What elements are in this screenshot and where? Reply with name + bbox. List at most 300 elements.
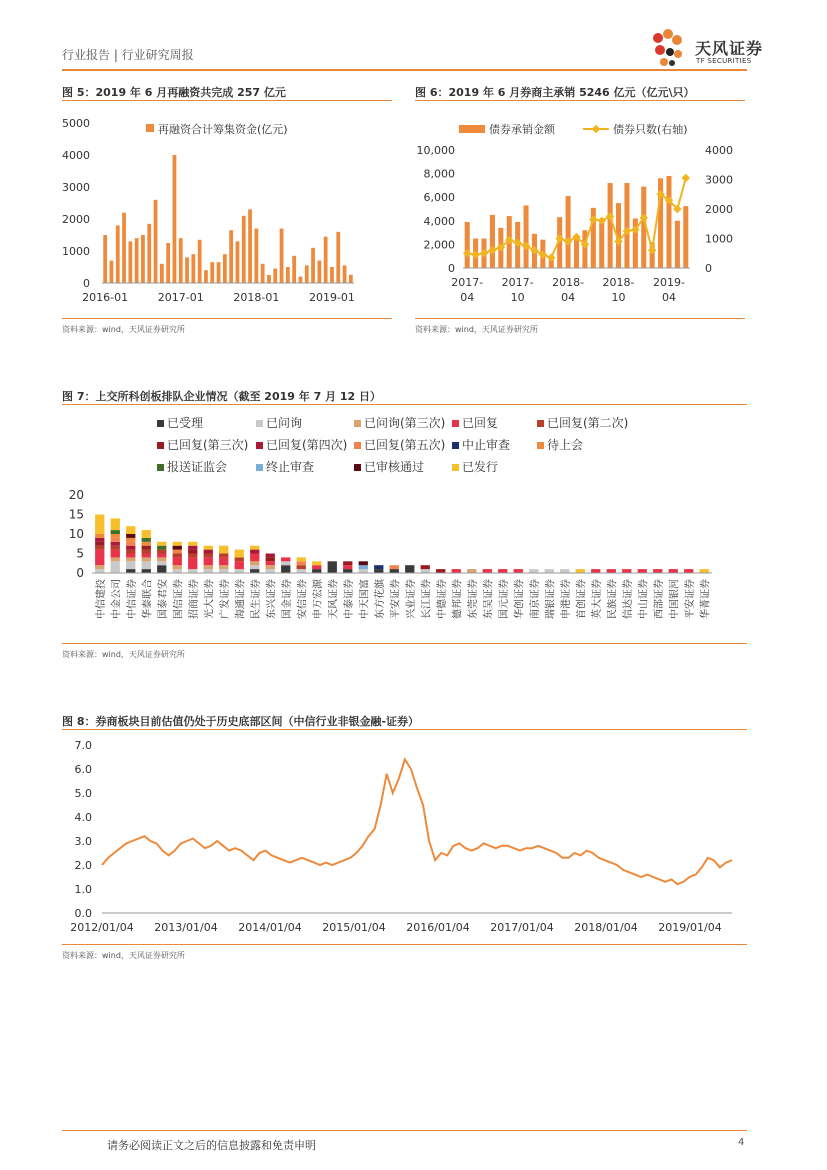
legend-swatch	[256, 420, 263, 427]
fig8-bottom-line	[62, 944, 747, 945]
stack-segment	[142, 550, 151, 554]
stack-segment	[359, 569, 368, 573]
x-tick-label: 西部证券	[653, 579, 665, 619]
stack-segment	[173, 542, 182, 546]
bar	[524, 205, 529, 268]
bar	[229, 230, 233, 283]
x-tick-label: 东莞证券	[467, 579, 479, 619]
y-tick-label: 6.0	[74, 763, 92, 776]
stack-segment	[545, 569, 554, 573]
report-header: 行业报告 | 行业研究周报	[62, 48, 194, 62]
legend-swatch	[592, 125, 600, 133]
x-tick-label: 长江证券	[421, 579, 433, 619]
y-tick-label: 2000	[62, 213, 90, 226]
legend-label: 已发行	[462, 460, 499, 474]
bar	[141, 235, 145, 283]
stack-segment	[204, 554, 213, 558]
x-tick-label: 海通证券	[235, 579, 247, 619]
y2-tick-label: 0	[705, 262, 712, 275]
stack-segment	[514, 569, 523, 573]
stack-segment	[281, 565, 290, 573]
legend-swatch	[157, 442, 164, 449]
x-tick-label: 国泰君安	[157, 579, 169, 619]
stack-segment	[483, 569, 492, 573]
line-point	[471, 250, 479, 258]
fig8-top-line	[62, 729, 747, 730]
stack-segment	[219, 546, 228, 554]
stack-segment	[111, 561, 120, 573]
stack-segment	[560, 569, 569, 573]
stack-segment	[173, 546, 182, 550]
stack-segment	[638, 569, 647, 573]
x-tick-label: 民族证券	[607, 579, 619, 619]
stack-segment	[95, 550, 104, 566]
stack-segment	[157, 561, 166, 565]
fig7-source: 资料来源：wind，天风证券研究所	[62, 650, 185, 659]
bar	[599, 220, 604, 268]
x-tick-label: 国元证券	[498, 579, 510, 619]
stack-segment	[142, 557, 151, 561]
line-point	[480, 249, 488, 257]
x-tick-label: 兴业证券	[405, 579, 417, 619]
bar	[191, 254, 195, 283]
x-tick-label: 华创证券	[514, 579, 526, 619]
line-point	[564, 237, 572, 245]
bar	[210, 262, 214, 283]
stack-segment	[591, 569, 600, 573]
bar	[299, 277, 303, 283]
legend-swatch	[256, 464, 263, 471]
footer-disclaimer: 请务必阅读正文之后的信息披露和免责申明	[107, 1139, 316, 1152]
x-tick-label: 10	[611, 291, 626, 304]
legend-label: 中止审查	[462, 438, 511, 452]
stack-segment	[266, 557, 275, 561]
x-tick-label: 国金证券	[281, 579, 293, 619]
stack-segment	[142, 530, 151, 538]
bar	[267, 275, 271, 283]
stack-segment	[188, 554, 197, 558]
stack-segment	[219, 554, 228, 558]
bar	[305, 265, 309, 283]
bar	[336, 232, 340, 283]
x-tick-label: 招商证券	[188, 579, 200, 619]
stack-segment	[204, 546, 213, 550]
stack-segment	[126, 557, 135, 561]
x-tick-label: 华菁证券	[700, 579, 712, 619]
stack-segment	[95, 569, 104, 573]
stack-segment	[405, 565, 414, 573]
bar	[317, 261, 321, 283]
fig8-chart	[62, 733, 747, 938]
line-point	[463, 249, 471, 257]
bar	[273, 269, 277, 283]
stack-segment	[312, 565, 321, 569]
line-point	[488, 246, 496, 254]
y-tick-label: 1000	[62, 245, 90, 258]
stack-segment	[95, 538, 104, 542]
legend-label: 已问询	[266, 416, 303, 430]
y-tick-label: 15	[68, 507, 84, 522]
stack-segment	[126, 538, 135, 542]
y-tick-label: 7.0	[74, 739, 92, 752]
stack-segment	[142, 538, 151, 542]
y-tick-label: 3000	[62, 181, 90, 194]
stack-segment	[126, 550, 135, 554]
legend-label: 债券只数(右轴)	[613, 123, 688, 136]
y-tick-label: 20	[68, 488, 84, 502]
bar	[261, 264, 265, 283]
stack-segment	[111, 550, 120, 558]
legend-label: 已回复	[462, 416, 499, 430]
bar	[675, 221, 680, 268]
stack-segment	[297, 561, 306, 565]
x-tick-label: 广发证券	[219, 579, 231, 619]
x-tick-label: 英大证券	[591, 579, 603, 619]
line-point	[522, 242, 530, 250]
stack-segment	[297, 569, 306, 573]
y-tick-label: 5000	[62, 117, 90, 130]
x-tick-label: 东方花旗	[374, 579, 386, 619]
x-tick-label: 中天国富	[359, 579, 371, 619]
stack-segment	[157, 546, 166, 550]
bar	[236, 241, 240, 283]
stack-segment	[219, 557, 228, 565]
x-tick-label: 2012/01/04	[70, 921, 134, 934]
x-tick-label: 德邦证券	[452, 579, 464, 619]
y2-tick-label: 4000	[705, 144, 733, 157]
bar	[204, 270, 208, 283]
stack-segment	[343, 569, 352, 573]
legend-label: 已受理	[167, 416, 204, 430]
x-tick-label: 2015/01/04	[322, 921, 386, 934]
stack-segment	[126, 546, 135, 550]
stack-segment	[390, 569, 399, 573]
stack-segment	[188, 542, 197, 546]
stack-segment	[95, 515, 104, 535]
fig5-chart	[62, 105, 392, 310]
bar	[280, 229, 284, 283]
stack-segment	[111, 546, 120, 550]
x-tick-label: 2017-01	[157, 291, 204, 304]
line-point	[547, 253, 555, 261]
stack-segment	[266, 554, 275, 558]
legend-swatch	[146, 124, 154, 132]
x-tick-label: 2016-01	[82, 291, 129, 304]
stack-segment	[359, 565, 368, 569]
legend-swatch	[354, 464, 361, 471]
fig5-source: 资料来源：wind，天风证券研究所	[62, 325, 185, 334]
stack-segment	[235, 569, 244, 573]
stack-segment	[188, 546, 197, 550]
fig7-title: 图 7：上交所科创板排队企业情况（截至 2019 年 7 月 12 日）	[62, 390, 382, 403]
y-tick-label: 6,000	[423, 191, 455, 205]
fig6-chart	[415, 105, 745, 310]
x-tick-label: 04	[561, 291, 576, 304]
legend-label: 待上会	[547, 438, 584, 452]
x-tick-label: 中国银河	[669, 579, 681, 619]
bar	[608, 183, 613, 268]
stack-segment	[436, 569, 445, 573]
legend-label: 已回复(第五次)	[364, 438, 446, 452]
stack-segment	[669, 569, 678, 573]
fig7-top-line	[62, 404, 747, 405]
stack-segment	[421, 569, 430, 573]
stack-segment	[250, 561, 259, 565]
line-point	[530, 246, 538, 254]
line-point	[648, 246, 656, 254]
bar	[286, 267, 290, 283]
stack-segment	[173, 569, 182, 573]
line-point	[555, 234, 563, 242]
legend-label: 报送证监会	[167, 460, 228, 474]
stack-segment	[95, 534, 104, 538]
bar	[166, 243, 170, 283]
legend-label: 已回复(第二次)	[547, 416, 629, 430]
footer-divider	[62, 1130, 747, 1131]
page-number: 4	[738, 1137, 745, 1148]
bar	[624, 183, 629, 268]
stack-segment	[467, 569, 476, 573]
stack-segment	[219, 569, 228, 573]
bar	[160, 264, 164, 283]
stack-segment	[111, 538, 120, 542]
legend-label: 终止审查	[266, 460, 315, 474]
stack-segment	[126, 561, 135, 569]
x-tick-label: 2013/01/04	[154, 921, 218, 934]
x-tick-label: 04	[460, 291, 475, 304]
x-tick-label: 中信证券	[126, 579, 138, 619]
y-tick-label: 4.0	[74, 811, 92, 824]
stack-segment	[235, 557, 244, 561]
x-tick-label: 2018/01/04	[574, 921, 638, 934]
stack-segment	[111, 534, 120, 538]
legend-swatch	[537, 442, 544, 449]
y-tick-label: 4000	[62, 149, 90, 162]
bar	[582, 230, 587, 268]
stack-segment	[157, 565, 166, 573]
stack-segment	[250, 550, 259, 554]
bar	[311, 248, 315, 283]
stack-segment	[204, 550, 213, 554]
stack-segment	[157, 550, 166, 554]
x-tick-label: 中泰证券	[343, 579, 355, 619]
legend-swatch	[452, 464, 459, 471]
stack-segment	[266, 569, 275, 573]
stack-segment	[281, 557, 290, 561]
line-point	[513, 239, 521, 247]
x-tick-label: 中信建投	[95, 579, 107, 619]
fig6-bottom-line	[415, 318, 745, 319]
fig5-title: 图 5：2019 年 6 月再融资共完成 257 亿元	[62, 86, 286, 99]
bar	[128, 241, 132, 283]
stack-segment	[111, 530, 120, 534]
fig7-chart	[62, 408, 747, 640]
stack-segment	[188, 557, 197, 569]
y2-tick-label: 3000	[705, 173, 733, 187]
stack-segment	[622, 569, 631, 573]
bar	[217, 262, 221, 283]
bar	[465, 222, 470, 268]
stack-segment	[111, 518, 120, 530]
y-tick-label: 0.0	[74, 907, 92, 920]
y-tick-label: 10,000	[416, 144, 455, 157]
bar	[248, 209, 252, 283]
x-tick-label: 2016/01/04	[406, 921, 470, 934]
x-tick-label: 2017-	[451, 276, 484, 289]
stack-segment	[126, 554, 135, 558]
stack-segment	[653, 569, 662, 573]
legend-swatch	[157, 464, 164, 471]
stack-segment	[700, 569, 709, 573]
legend-swatch	[452, 442, 459, 449]
x-tick-label: 中山证券	[638, 579, 650, 619]
x-tick-label: 2019-01	[308, 291, 355, 304]
x-tick-label: 2019-	[652, 276, 685, 289]
fig6-source: 资料来源：wind，天风证券研究所	[415, 325, 538, 334]
stack-segment	[142, 542, 151, 546]
logo-text-cn: 天风证券	[695, 39, 764, 58]
stack-segment	[95, 565, 104, 569]
stack-segment	[142, 569, 151, 573]
bar	[324, 237, 328, 283]
fig6-title: 图 6：2019 年 6 月券商主承销 5246 亿元（亿元\只）	[415, 86, 695, 99]
x-tick-label: 东兴证券	[266, 579, 278, 619]
stack-segment	[421, 565, 430, 569]
stack-segment	[142, 554, 151, 558]
legend-swatch	[452, 420, 459, 427]
x-tick-label: 信达证券	[622, 579, 634, 619]
y2-tick-label: 2000	[705, 203, 733, 216]
stack-segment	[142, 561, 151, 569]
x-tick-label: 2018-	[602, 276, 635, 289]
stack-segment	[312, 569, 321, 573]
stack-segment	[250, 565, 259, 569]
stack-segment	[173, 554, 182, 558]
x-tick-label: 2018-	[552, 276, 585, 289]
stack-segment	[250, 569, 259, 573]
stack-segment	[297, 557, 306, 561]
fig8-title: 图 8：券商板块目前估值仍处于历史底部区间（中信行业非银金融-证券）	[62, 715, 420, 728]
logo-text-en: TF SECURITIES	[696, 57, 752, 65]
stack-segment	[157, 554, 166, 558]
stack-segment	[343, 565, 352, 569]
bar	[179, 238, 183, 283]
stack-segment	[204, 565, 213, 569]
x-tick-label: 2017/01/04	[490, 921, 554, 934]
legend-label: 已审核通过	[364, 460, 425, 474]
legend-label: 已回复(第四次)	[266, 438, 348, 452]
stack-segment	[250, 546, 259, 550]
y-tick-label: 1.0	[74, 883, 92, 896]
stack-segment	[95, 542, 104, 546]
stack-segment	[111, 542, 120, 546]
x-tick-label: 平安证券	[684, 579, 696, 619]
bar	[198, 240, 202, 283]
stack-segment	[266, 561, 275, 565]
bar	[185, 257, 189, 283]
y-tick-label: 0	[448, 262, 455, 275]
stack-segment	[328, 561, 337, 573]
bar	[566, 196, 571, 268]
line-point	[589, 215, 597, 223]
bar	[242, 216, 246, 283]
stack-segment	[188, 550, 197, 554]
stack-segment	[95, 546, 104, 550]
legend-label: 已回复(第三次)	[167, 438, 249, 452]
x-tick-label: 中金公司	[111, 579, 123, 619]
fig8-source: 资料来源：wind，天风证券研究所	[62, 951, 185, 960]
stack-segment	[126, 569, 135, 573]
logo-icon	[650, 28, 692, 70]
line-point	[606, 212, 614, 220]
legend-label: 债券承销金额	[489, 123, 555, 136]
y-tick-label: 8,000	[423, 167, 455, 181]
bar	[223, 254, 227, 283]
stack-segment	[219, 565, 228, 569]
stack-segment	[312, 561, 321, 565]
y-tick-label: 0	[76, 566, 84, 580]
bar	[330, 267, 334, 283]
legend-label: 已问询(第三次)	[364, 416, 446, 430]
stack-segment	[173, 550, 182, 554]
legend-swatch	[459, 125, 485, 133]
bar	[103, 235, 107, 283]
bar	[292, 256, 296, 283]
bar	[173, 155, 177, 283]
bar	[110, 261, 114, 283]
x-tick-label: 04	[661, 291, 676, 304]
stack-segment	[173, 557, 182, 565]
stack-segment	[188, 569, 197, 573]
stack-segment	[126, 542, 135, 546]
bar	[666, 176, 671, 268]
stack-segment	[111, 557, 120, 561]
bar	[254, 229, 258, 283]
bar	[343, 265, 347, 283]
x-tick-label: 民生证券	[250, 579, 262, 619]
stack-segment	[157, 557, 166, 561]
stack-segment	[266, 565, 275, 569]
bar	[116, 225, 120, 283]
legend-swatch	[354, 442, 361, 449]
bar	[490, 215, 495, 268]
header-divider	[62, 69, 747, 71]
stack-segment	[142, 546, 151, 550]
stack-segment	[297, 565, 306, 569]
x-tick-label: 华泰联合	[142, 579, 154, 619]
line-point	[539, 250, 547, 258]
x-tick-label: 国信证券	[173, 579, 185, 619]
legend-swatch	[354, 420, 361, 427]
y-tick-label: 5	[76, 546, 84, 561]
bar	[683, 206, 688, 268]
series-line	[102, 759, 732, 884]
stack-segment	[576, 569, 585, 573]
legend-swatch	[157, 420, 164, 427]
legend-swatch	[537, 420, 544, 427]
y-tick-label: 10	[68, 527, 84, 541]
y2-tick-label: 1000	[705, 232, 733, 246]
x-tick-label: 2017-	[501, 276, 534, 289]
fig7-bottom-line	[62, 643, 747, 644]
stack-segment	[343, 561, 352, 565]
bar	[122, 213, 126, 283]
stack-segment	[204, 569, 213, 573]
x-tick-label: 安信证券	[297, 579, 309, 619]
stack-segment	[250, 554, 259, 562]
fig6-top-line	[415, 100, 745, 101]
y-tick-label: 4,000	[423, 214, 455, 228]
